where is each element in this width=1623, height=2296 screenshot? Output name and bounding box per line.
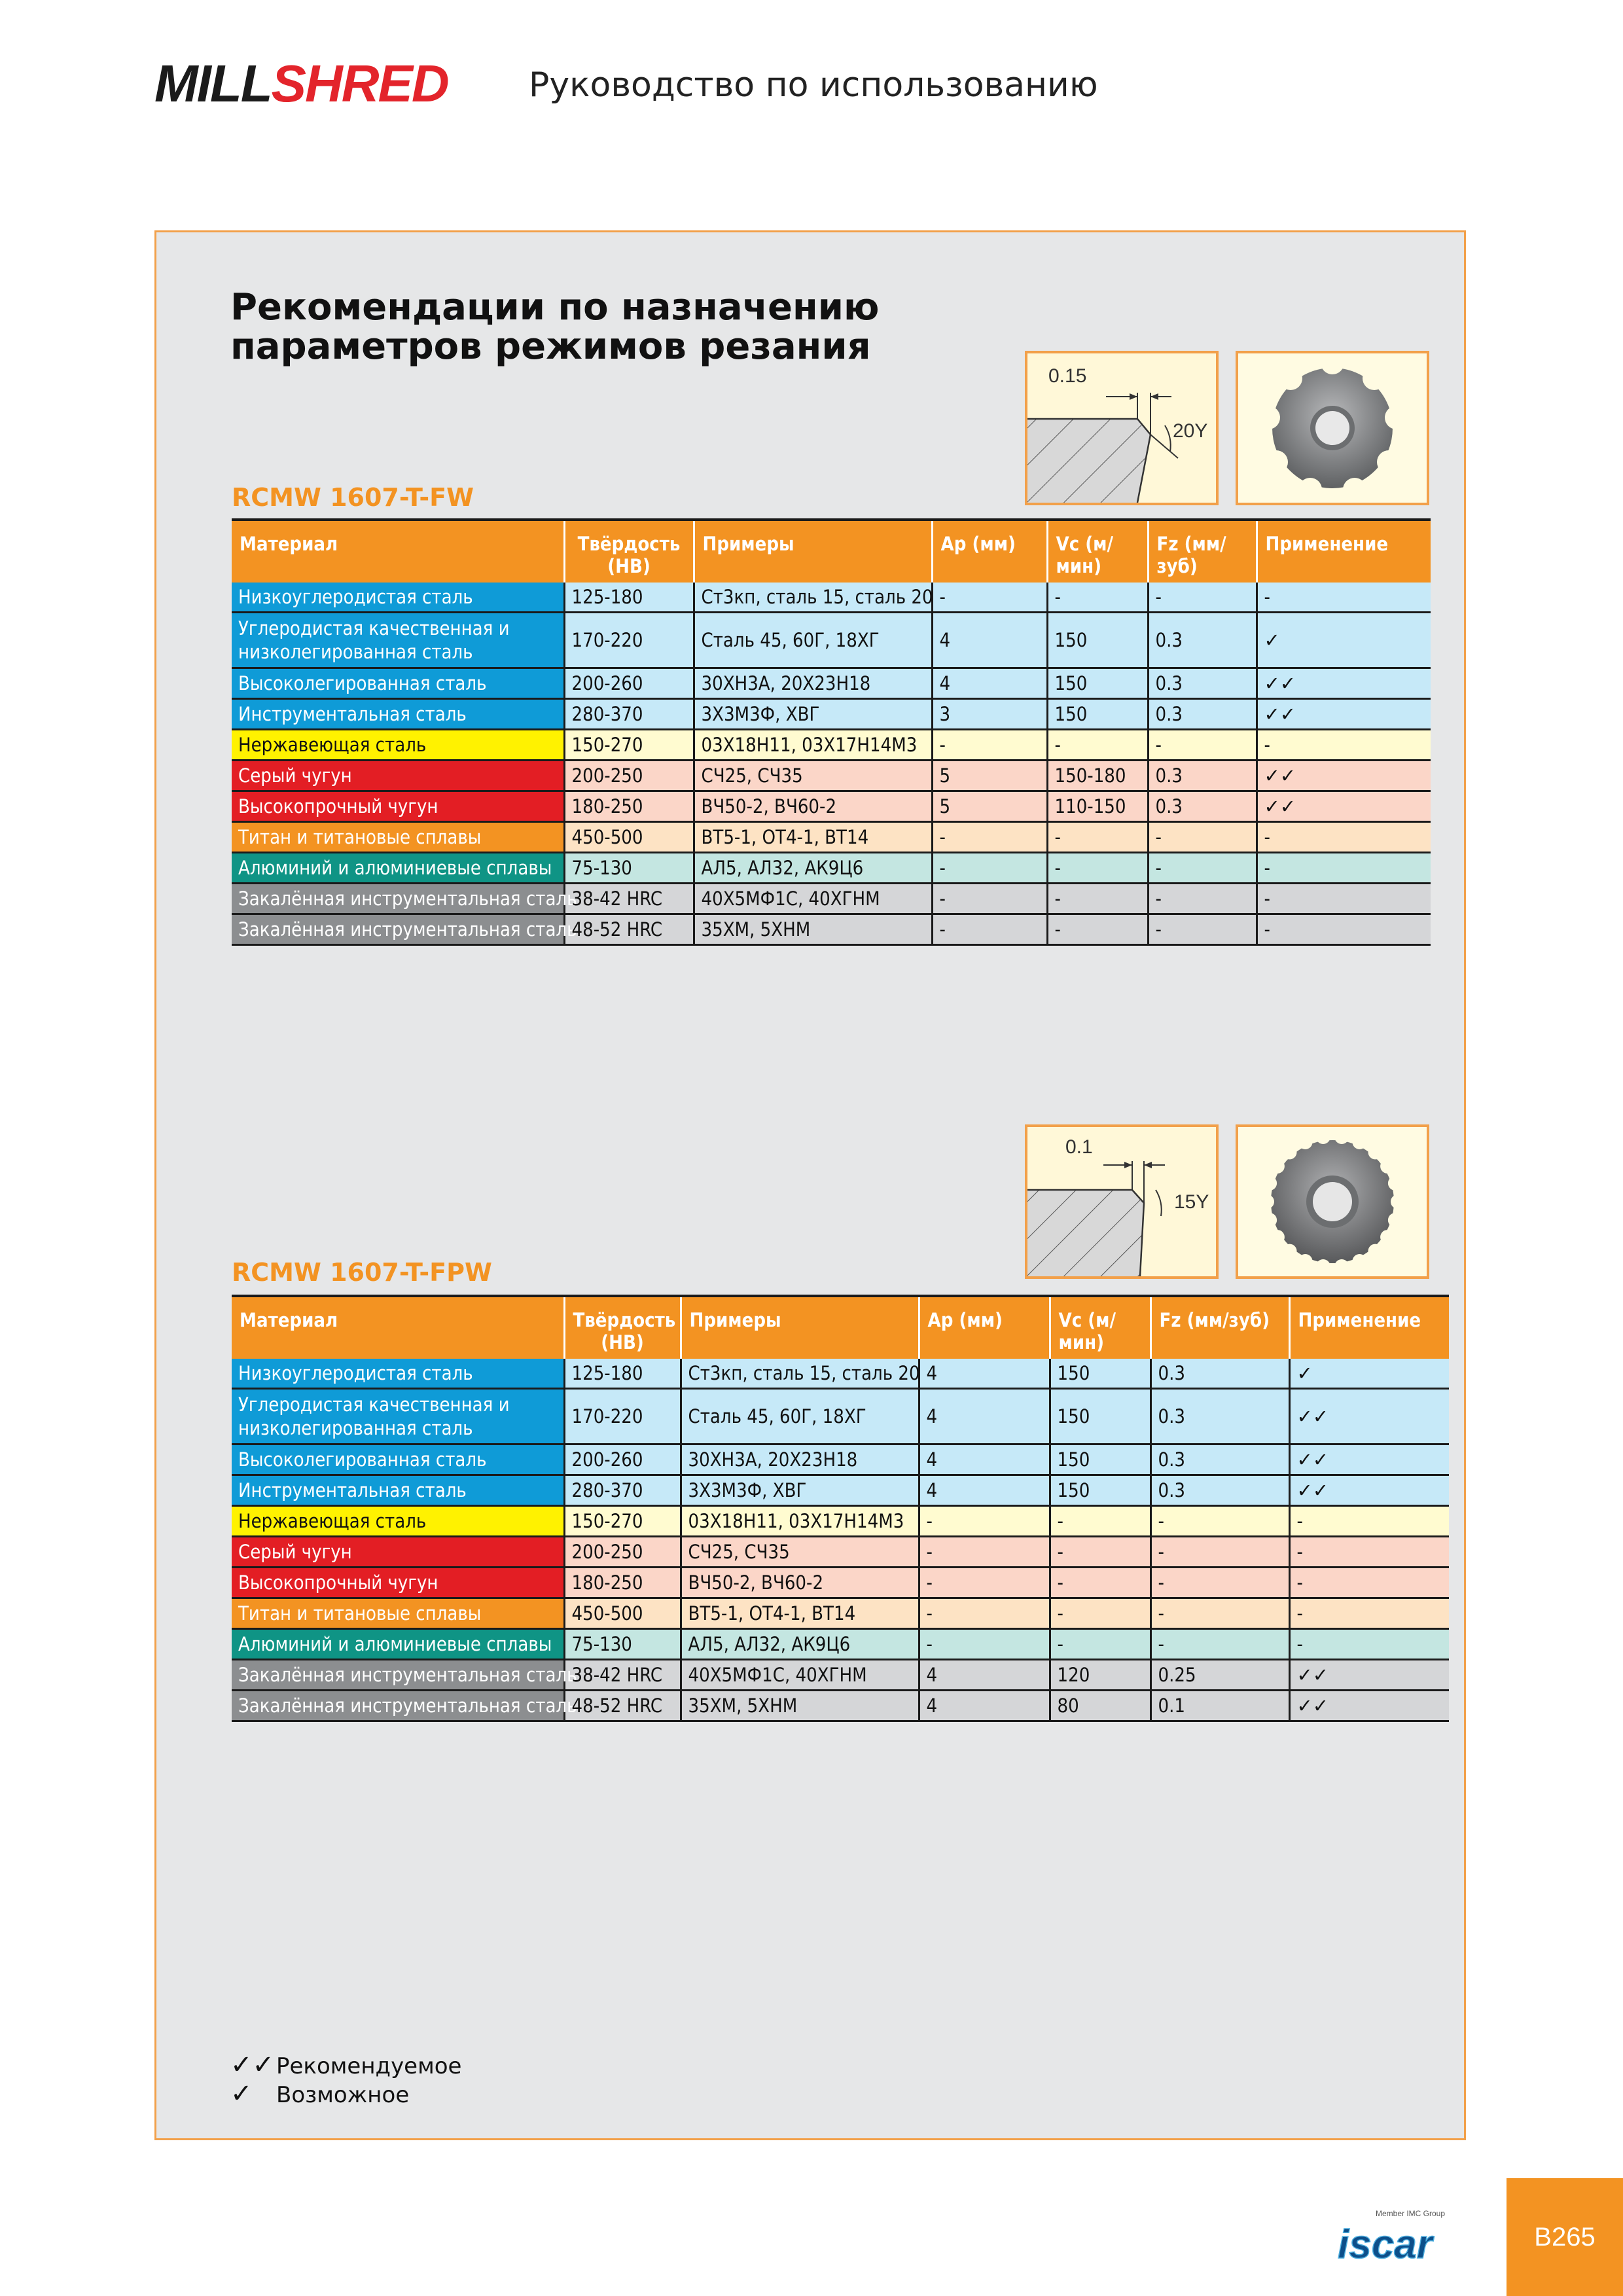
cell-ap: 5 [932,791,1047,822]
cell-application: ✓✓ [1289,1691,1449,1721]
col-header-fz: Fz (мм/зуб) [1148,520,1257,583]
cell-fz: - [1150,1506,1289,1537]
cell-material: Низкоуглеродистая сталь [232,583,564,613]
cell-application: - [1257,822,1431,853]
cell-hardness: 38-42 HRC [564,884,694,914]
cell-hardness: 38-42 HRC [564,1660,681,1691]
main-heading-line1: Рекомендации по назначению [230,286,880,329]
table-row [232,791,1431,822]
cell-hardness: 75-130 [564,1629,681,1660]
cell-ap: - [932,914,1047,945]
cell-ap: 4 [919,1444,1050,1475]
main-heading [230,288,1016,367]
cell-examples: АЛ5, АЛ32, АК9Ц6 [694,853,932,884]
brand-logo [154,54,448,113]
cell-examples: АЛ5, АЛ32, АК9Ц6 [681,1629,919,1660]
cell-vc: - [1047,583,1148,613]
cell-hardness: 450-500 [564,1598,681,1629]
cell-material: Закалённая инструментальная сталь [232,1691,564,1721]
cell-application: ✓✓ [1257,791,1431,822]
cell-vc: 150 [1047,699,1148,730]
cell-application: - [1257,914,1431,945]
chamfer-angle-fpw: 15Υ [1174,1191,1209,1213]
cell-examples: 03Х18Н11, 03Х17Н14М3 [694,730,932,761]
cell-application: - [1257,583,1431,613]
cell-hardness: 150-270 [564,730,694,761]
cell-ap: 4 [932,613,1047,668]
cell-material: Высокопрочный чугун [232,791,564,822]
cell-material: Высокопрочный чугун [232,1568,564,1598]
cell-material: Алюминий и алюминиевые сплавы [232,853,564,884]
cell-ap: 4 [919,1475,1050,1506]
table-row [232,1444,1449,1475]
cell-material: Закалённая инструментальная сталь [232,884,564,914]
cell-fz: - [1150,1629,1289,1660]
cell-ap: - [919,1506,1050,1537]
section-title-fpw: RCMW 1607-T-FPW [232,1258,492,1287]
cell-fz: 0.3 [1148,761,1257,791]
legend-recommended-label: Рекомендуемое [276,2053,462,2079]
cell-fz: - [1148,822,1257,853]
cell-examples: Ст3кп, сталь 15, сталь 20 [694,583,932,613]
table-row [232,1537,1449,1568]
table-row [232,730,1431,761]
cell-material: Углеродистая качественная и низколегированная сталь [232,613,564,668]
cell-vc: - [1050,1506,1150,1537]
cell-application: - [1289,1598,1449,1629]
cell-hardness: 75-130 [564,853,694,884]
cell-application: ✓ [1257,613,1431,668]
cell-hardness: 125-180 [564,583,694,613]
table-row [232,761,1431,791]
cell-vc: - [1050,1598,1150,1629]
double-check-icon: ✓✓ [230,2050,275,2080]
legend-possible [230,2079,409,2109]
cell-vc: - [1047,822,1148,853]
table-row [232,583,1431,613]
cell-examples: 30ХН3А, 20Х23Н18 [694,668,932,699]
cell-examples: ВЧ50-2, ВЧ60-2 [694,791,932,822]
cell-application: ✓✓ [1289,1475,1449,1506]
table-row [232,1359,1449,1389]
cell-material: Углеродистая качественная и низколегированная сталь [232,1389,564,1444]
cell-examples: СЧ25, СЧ35 [694,761,932,791]
cell-fz: - [1150,1568,1289,1598]
cell-application: - [1289,1629,1449,1660]
cell-examples: Сталь 45, 60Г, 18ХГ [681,1389,919,1444]
brand-shred: SHRED [271,54,448,113]
cell-vc: 150 [1047,668,1148,699]
cell-examples: 35ХМ, 5ХНМ [694,914,932,945]
check-icon: ✓ [230,2079,253,2109]
cell-application: - [1289,1568,1449,1598]
table-row [232,1568,1449,1598]
col-header-application: Применение [1289,1296,1449,1359]
insert-photo-fw [1236,351,1429,505]
cell-fz: 0.3 [1148,668,1257,699]
cell-hardness: 180-250 [564,791,694,822]
col-header-examples: Примеры [694,520,932,583]
page-title: Руководство по использованию [529,65,1098,105]
cell-examples: СЧ25, СЧ35 [681,1537,919,1568]
cell-vc: - [1050,1629,1150,1660]
table-row [232,1598,1449,1629]
cell-vc: - [1050,1568,1150,1598]
cell-application: ✓✓ [1257,761,1431,791]
chamfer-diagram-fw [1025,351,1219,505]
table-row [232,699,1431,730]
cell-material: Алюминий и алюминиевые сплавы [232,1629,564,1660]
cell-hardness: 280-370 [564,1475,681,1506]
cell-vc: 150-180 [1047,761,1148,791]
cell-application: ✓✓ [1257,668,1431,699]
cell-examples: ВЧ50-2, ВЧ60-2 [681,1568,919,1598]
cell-fz: 0.3 [1148,791,1257,822]
col-header-vc: Vc (м/мин) [1050,1296,1150,1359]
page-number: B265 [1507,2178,1623,2296]
cell-fz: - [1148,583,1257,613]
cell-examples: 30ХН3А, 20Х23Н18 [681,1444,919,1475]
col-header-hardness: Твёрдость (HB) [564,1296,681,1359]
cell-ap: 4 [919,1660,1050,1691]
cell-hardness: 200-250 [564,1537,681,1568]
cell-application: - [1257,884,1431,914]
cell-fz: - [1148,884,1257,914]
cell-fz: - [1148,730,1257,761]
cell-hardness: 200-250 [564,761,694,791]
cell-material: Серый чугун [232,761,564,791]
cell-examples: 35ХМ, 5ХНМ [681,1691,919,1721]
cell-vc: 110-150 [1047,791,1148,822]
cell-hardness: 48-52 HRC [564,1691,681,1721]
cell-examples: 03Х18Н11, 03Х17Н14М3 [681,1506,919,1537]
logo-text: iscar [1338,2222,1433,2266]
cutting-params-table-fpw [232,1295,1449,1722]
cell-vc: - [1047,914,1148,945]
cell-ap: 4 [919,1359,1050,1389]
cell-application: - [1289,1537,1449,1568]
table-row [232,1691,1449,1721]
cell-fz: 0.3 [1150,1444,1289,1475]
table-row [232,1475,1449,1506]
cell-ap: - [919,1629,1050,1660]
cell-vc: - [1047,853,1148,884]
cell-application: ✓✓ [1289,1660,1449,1691]
cell-examples: ВТ5-1, ОТ4-1, ВТ14 [681,1598,919,1629]
cell-fz: - [1148,853,1257,884]
cell-fz: 0.25 [1150,1660,1289,1691]
cell-ap: - [932,884,1047,914]
cell-vc: 150 [1047,613,1148,668]
cell-examples: 40Х5МФ1С, 40ХГНМ [681,1660,919,1691]
table-row [232,668,1431,699]
cell-vc: 150 [1050,1359,1150,1389]
table-row [232,914,1431,945]
cell-material: Титан и титановые сплавы [232,822,564,853]
cell-ap: 4 [919,1691,1050,1721]
cell-material: Серый чугун [232,1537,564,1568]
cell-hardness: 125-180 [564,1359,681,1389]
cell-fz: - [1150,1598,1289,1629]
cell-fz: 0.3 [1150,1475,1289,1506]
cell-application: ✓ [1289,1359,1449,1389]
cell-material: Инструментальная сталь [232,1475,564,1506]
cell-material: Низкоуглеродистая сталь [232,1359,564,1389]
chamfer-angle-fw: 20Υ [1173,420,1208,442]
cell-examples: 3Х3М3Ф, ХВГ [681,1475,919,1506]
main-heading-line2: параметров режимов резания [230,325,871,368]
cell-material: Инструментальная сталь [232,699,564,730]
cell-ap: - [932,853,1047,884]
cell-hardness: 200-260 [564,668,694,699]
cell-fz: 0.3 [1148,613,1257,668]
cell-material: Закалённая инструментальная сталь [232,914,564,945]
cell-material: Высоколегированная сталь [232,1444,564,1475]
cell-examples: ВТ5-1, ОТ4-1, ВТ14 [694,822,932,853]
cell-hardness: 200-260 [564,1444,681,1475]
table-row [232,884,1431,914]
table-row [232,613,1431,668]
cell-material: Нержавеющая сталь [232,1506,564,1537]
table-row [232,853,1431,884]
cell-vc: 80 [1050,1691,1150,1721]
cell-ap: - [932,730,1047,761]
chamfer-value-fpw: 0.1 [1065,1136,1093,1158]
cell-examples: 3Х3М3Ф, ХВГ [694,699,932,730]
cell-ap: - [919,1537,1050,1568]
cell-hardness: 180-250 [564,1568,681,1598]
cell-vc: 150 [1050,1475,1150,1506]
table-row [232,1629,1449,1660]
cell-fz: 0.3 [1150,1359,1289,1389]
col-header-material: Материал [232,520,564,583]
logo-tagline: Member IMC Group [1376,2209,1446,2218]
col-header-vc: Vc (м/мин) [1047,520,1148,583]
cell-vc: 150 [1050,1444,1150,1475]
cell-vc: 150 [1050,1389,1150,1444]
cell-hardness: 170-220 [564,1389,681,1444]
cell-hardness: 170-220 [564,613,694,668]
cell-ap: - [932,822,1047,853]
col-header-material: Материал [232,1296,564,1359]
section-title-fw: RCMW 1607-T-FW [232,483,474,512]
cell-fz: 0.1 [1150,1691,1289,1721]
legend-recommended [230,2050,461,2080]
col-header-hardness: Твёрдость (HB) [564,520,694,583]
cutting-params-table-fw [232,518,1431,946]
cell-ap: 3 [932,699,1047,730]
table-header-row [232,1296,1449,1359]
cell-hardness: 450-500 [564,822,694,853]
cell-vc: - [1047,730,1148,761]
cell-fz: 0.3 [1148,699,1257,730]
cell-fz: - [1150,1537,1289,1568]
cell-ap: 4 [919,1389,1050,1444]
cell-application: - [1289,1506,1449,1537]
cell-vc: 120 [1050,1660,1150,1691]
cell-vc: - [1050,1537,1150,1568]
chamfer-diagram-fpw [1025,1124,1219,1279]
cell-application: - [1257,730,1431,761]
cell-ap: 5 [932,761,1047,791]
cell-ap: 4 [932,668,1047,699]
table-header-row [232,520,1431,583]
col-header-application: Применение [1257,520,1431,583]
cell-hardness: 48-52 HRC [564,914,694,945]
cell-ap: - [919,1598,1050,1629]
cell-ap: - [919,1568,1050,1598]
legend-possible-label: Возможное [276,2082,410,2108]
cell-application: ✓✓ [1257,699,1431,730]
cell-material: Нержавеющая сталь [232,730,564,761]
cell-application: ✓✓ [1289,1389,1449,1444]
iscar-logo [1335,2203,1472,2266]
cell-vc: - [1047,884,1148,914]
table-row [232,1506,1449,1537]
cell-examples: 40Х5МФ1С, 40ХГНМ [694,884,932,914]
cell-examples: Сталь 45, 60Г, 18ХГ [694,613,932,668]
cell-hardness: 280-370 [564,699,694,730]
insert-photo-fpw [1236,1124,1429,1279]
col-header-ap: Ap (мм) [932,520,1047,583]
cell-fz: - [1148,914,1257,945]
cell-fz: 0.3 [1150,1389,1289,1444]
cell-ap: - [932,583,1047,613]
cell-material: Титан и титановые сплавы [232,1598,564,1629]
table-row [232,1660,1449,1691]
brand-mill: MILL [154,54,272,113]
cell-application: ✓✓ [1289,1444,1449,1475]
cell-application: - [1257,853,1431,884]
cell-material: Высоколегированная сталь [232,668,564,699]
cell-examples: Ст3кп, сталь 15, сталь 20 [681,1359,919,1389]
cell-hardness: 150-270 [564,1506,681,1537]
table-row [232,1389,1449,1444]
cell-material: Закалённая инструментальная сталь [232,1660,564,1691]
table-row [232,822,1431,853]
col-header-examples: Примеры [681,1296,919,1359]
chamfer-value-fw: 0.15 [1048,365,1087,387]
col-header-ap: Ap (мм) [919,1296,1050,1359]
col-header-fz: Fz (мм/зуб) [1150,1296,1289,1359]
